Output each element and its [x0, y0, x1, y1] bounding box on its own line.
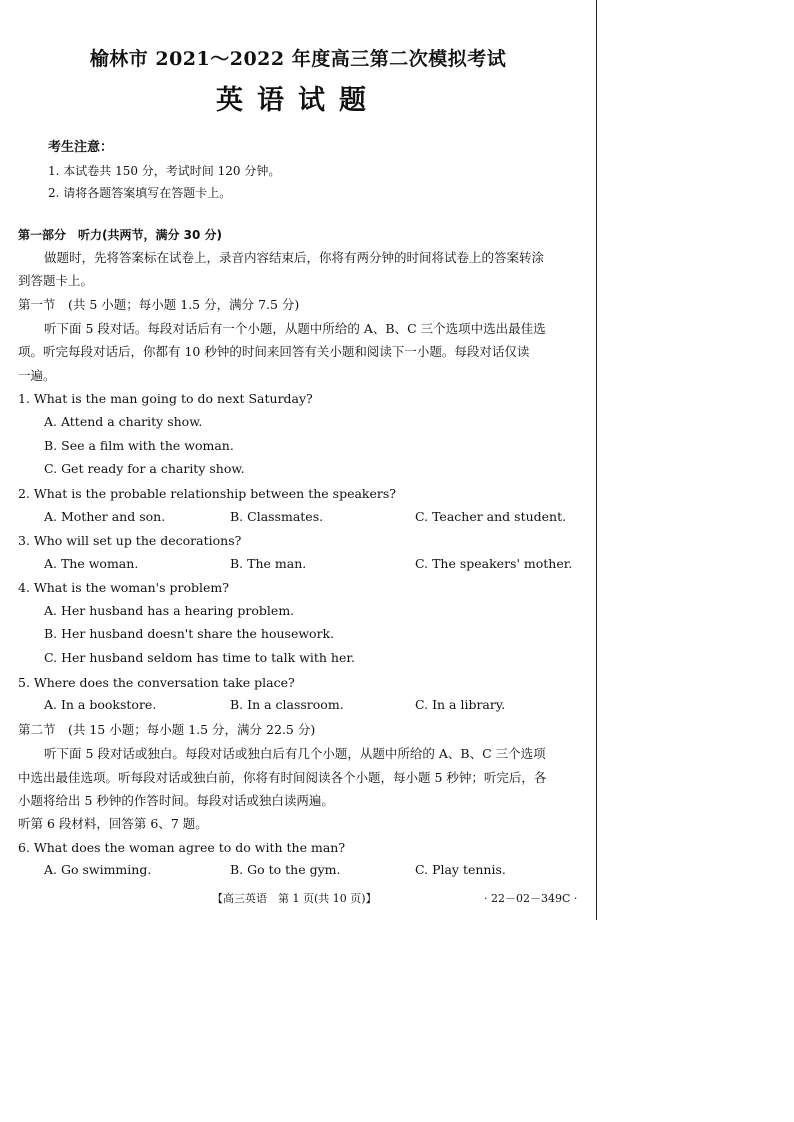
question-2-option-c: C. Teacher and student.: [415, 509, 567, 524]
question-5-option-b: B. In a classroom.: [230, 697, 344, 712]
section1-heading: 第一节 (共 5 小题；每小题 1.5 分，满分 7.5 分): [18, 297, 300, 312]
question-3-option-c: C. The speakers' mother.: [415, 556, 573, 571]
exam-code: · 22－02－349C ·: [484, 892, 578, 905]
part1-intro: 到答题卡上。: [18, 273, 94, 288]
question-3-option-b: B. The man.: [230, 556, 307, 571]
section2-heading: 第二节 (共 15 小题；每小题 1.5 分，满分 22.5 分): [18, 722, 316, 737]
question-5-stem: 5. Where does the conversation take place?: [18, 675, 295, 690]
question-4-stem: 4. What is the woman's problem?: [18, 580, 229, 595]
question-1-option-c: C. Get ready for a charity show.: [44, 461, 245, 476]
subject-title: 英语试题: [216, 85, 380, 116]
question-5-option-a: A. In a bookstore.: [44, 697, 157, 712]
question-3-stem: 3. Who will set up the decorations?: [18, 533, 242, 548]
question-6-stem: 6. What does the woman agree to do with the man?: [18, 840, 346, 855]
section1-instructions: 一遍。: [18, 368, 56, 383]
notice-item: 1. 本试卷共 150 分，考试时间 120 分钟。: [48, 164, 281, 178]
question-2-option-a: A. Mother and son.: [44, 509, 166, 524]
question-4-option-c: C. Her husband seldom has time to talk with her.: [44, 650, 355, 665]
section2-material-note: 听第 6 段材料，回答第 6、7 题。: [18, 816, 208, 831]
part1-heading: 第一部分 听力(共两节，满分 30 分): [18, 228, 223, 242]
exam-title: 榆林市 2021～2022 年度高三第二次模拟考试: [89, 48, 507, 70]
page-footer: 【高三英语 第 1 页(共 10 页)】: [212, 892, 377, 905]
question-5-option-c: C. In a library.: [415, 697, 506, 712]
question-1-option-a: A. Attend a charity show.: [44, 414, 203, 429]
section1-instructions: 听下面 5 段对话。每段对话后有一个小题，从题中所给的 A、B、C 三个选项中选出最佳选: [44, 321, 546, 336]
question-6-option-a: A. Go swimming.: [44, 862, 152, 877]
part1-intro: 做题时，先将答案标在试卷上，录音内容结束后，你将有两分钟的时间将试卷上的答案转涂: [44, 250, 545, 265]
question-6-option-c: C. Play tennis.: [415, 862, 506, 877]
question-4-option-b: B. Her husband doesn't share the housework.: [44, 626, 335, 641]
question-3-option-a: A. The woman.: [44, 556, 139, 571]
page-edge-line: [596, 0, 597, 920]
question-4-option-a: A. Her husband has a hearing problem.: [44, 603, 295, 618]
notice-item: 2. 请将各题答案填写在答题卡上。: [48, 186, 232, 200]
section1-instructions: 项。听完每段对话后，你都有 10 秒钟的时间来回答有关小题和阅读下一小题。每段对话仅读: [18, 344, 530, 359]
section2-instructions: 小题将给出 5 秒钟的作答时间。每段对话或独白读两遍。: [18, 793, 334, 808]
question-2-stem: 2. What is the probable relationship between the speakers?: [18, 486, 396, 501]
question-2-option-b: B. Classmates.: [230, 509, 324, 524]
section2-instructions: 听下面 5 段对话或独白。每段对话或独白后有几个小题，从题中所给的 A、B、C 三个选项: [44, 746, 546, 761]
notice-heading: 考生注意：: [48, 140, 114, 155]
section2-instructions: 中选出最佳选项。听每段对话或独白前，你将有时间阅读各个小题，每小题 5 秒钟；听完后，各: [18, 770, 547, 785]
question-1-stem: 1. What is the man going to do next Saturday?: [18, 391, 313, 406]
question-1-option-b: B. See a film with the woman.: [44, 438, 234, 453]
question-6-option-b: B. Go to the gym.: [230, 862, 341, 877]
